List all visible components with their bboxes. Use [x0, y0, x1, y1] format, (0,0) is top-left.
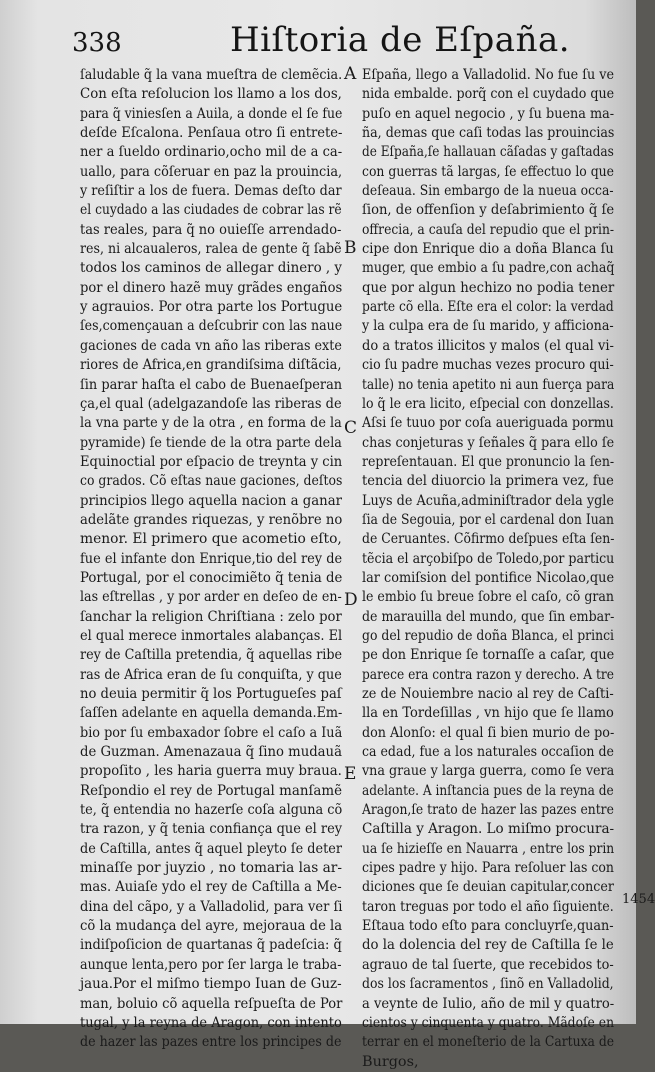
right-column-line: le embio ſu breue ſobre el caſo, cõ gran: [362, 589, 614, 606]
margin-marker-d: D: [344, 590, 358, 610]
left-column-line: ſaſſen adelante en aquella demanda.Em-: [80, 705, 343, 722]
right-column-line: deſeaua. Sin embargo de la nueua occa-: [362, 183, 614, 200]
right-column-line: lo q̃ le era licito, eſpecial con donzellas.: [362, 395, 614, 412]
right-column-line: Aſsi ſe tuuo por coſa aueriguada pormu: [362, 415, 614, 432]
right-column-line: cientos y cinquenta y quatro. Mãdoſe en: [362, 1014, 615, 1031]
left-column-line: tas reales, para q̃ no ouieſſe arrendado-: [80, 221, 342, 238]
left-column-line: riores de Africa,en grandiſsima diſtãcia,: [80, 357, 342, 374]
left-column-line: jaua.Por el miſmo tiempo Iuan de Guz-: [80, 976, 342, 993]
left-column-line: propoſito , les haria guerra muy braua.: [80, 763, 342, 780]
left-column-line: ſes,començauan a deſcubrir con las naue: [80, 318, 343, 335]
right-column-line: cipe don Enrique dio a doña Blanca ſu: [362, 241, 614, 258]
right-column-line: diciones que ſe deuian capitular,concer: [362, 879, 614, 896]
right-column-line: ña, demas que caſi todas las prouincias: [362, 125, 615, 142]
left-column-line: y agrauios. Por otra parte los Portugue: [80, 299, 343, 316]
left-column-line: ſin parar haſta el cabo de Buenaeſperan: [80, 376, 343, 393]
left-column-line: ner a ſueldo ordinario,ocho mil de a ca-: [80, 144, 343, 161]
margin-year-note: 1454: [622, 892, 655, 907]
left-column-line: rey de Caſtilla pretendia, q̃ aquellas ribe: [80, 647, 343, 664]
right-column-line: ze de Nouiembre nacio al rey de Caſti-: [362, 686, 614, 702]
right-column-line: go del repudio de doña Blanca, el princi: [362, 627, 615, 644]
left-column-line: minaſſe por juyzio , no tomaria las ar-: [80, 860, 342, 877]
left-column-line: mas. Auiaſe ydo el rey de Caſtilla a Me-: [80, 879, 342, 896]
left-column-line: cõ la mudança del ayre, mejoraua de la: [80, 918, 343, 935]
right-column-line: ſia de Segouia, por el cardenal don Iuan: [362, 511, 615, 528]
left-column-line: no deuia permitir q̃ los Portugueſes paſ: [80, 686, 342, 702]
right-column-line: parece era contra razon y derecho. A tre: [362, 666, 614, 683]
right-column-line: chas conjeturas y ſeñales q̃ para ello ſe: [362, 434, 615, 451]
left-column-line: para q̃ viniesſen a Auila, a donde el ſe fue: [80, 105, 343, 122]
right-column-line: ſion, de offenſion y deſabrimiento q̃ ſe: [362, 202, 615, 219]
left-column-line: Con eſta reſolucion los llamo a los dos,: [80, 86, 342, 103]
left-column-line: ſaludable q̃ la vana mueſtra de clemẽcia.: [80, 67, 343, 83]
left-column-line: el qual merece inmortales alabanças. El: [80, 627, 343, 644]
left-column-line: ras de Africa eran de ſu conquiſta, y que: [80, 666, 342, 683]
right-column-line: Luys de Acuña,adminiſtrador dela ygle: [362, 492, 614, 509]
left-column-line: ſanchar la religion Chriſtiana : zelo por: [80, 608, 342, 625]
left-column-line: de Caſtilla, antes q̃ aquel pleyto ſe deter: [80, 840, 342, 857]
margin-marker-c: C: [344, 418, 358, 438]
left-column-line: menor. El primero que acometio eſto,: [80, 531, 342, 548]
left-column-line: res, ni alcaualeros, ralea de gente q̃ ſabẽ: [80, 241, 342, 258]
right-column-line: con guerras tã largas, ſe effectuo lo que: [362, 163, 615, 180]
left-column-line: las eſtrellas , y por arder en deſeo de en-: [80, 589, 342, 606]
right-column-line: ua ſe hizieſſe en Nauarra , entre los prin: [362, 840, 615, 857]
left-column-line: pyramide) ſe tiende de la otra parte dela: [80, 434, 342, 451]
right-column-line: lla en Tordeſillas , vn hijo que ſe llamo: [362, 705, 614, 722]
left-column-line: de Guzman. Amenazaua q̃ ſino mudauã: [80, 744, 342, 761]
left-column-line: te, q̃ entendia no hazerſe coſa alguna cõ: [80, 802, 343, 819]
right-column-line: Eſtaua todo eſto para concluyrſe,quan-: [362, 918, 614, 935]
right-column-line: y la culpa era de ſu marido, y afficiona-: [362, 318, 614, 335]
right-column-line: dos los ſacramentos , ſinõ en Valladolid,: [362, 976, 614, 993]
left-column-line: bio por ſu embaxador ſobre el caſo a Iuã: [80, 724, 343, 741]
left-column-line: de hazer las pazes entre los principes de: [80, 1034, 342, 1051]
right-column-line: adelante. A inſtancia pues de la reyna de: [362, 782, 614, 799]
right-column-line: Aragon,ſe trato de hazer las pazes entre: [362, 802, 614, 819]
right-column-line: Eſpaña, llego a Valladolid. No fue ſu ve: [362, 67, 615, 83]
right-column-line: de marauilla del mundo, que ſin embar-: [362, 608, 615, 625]
right-column-line: Caſtilla y Aragon. Lo miſmo procura-: [362, 821, 615, 838]
left-column-line: gaciones de cada vn año las riberas exte: [80, 337, 342, 354]
right-column-line: terrar en el moneſterio de la Cartuxa de: [362, 1034, 615, 1051]
left-column-line: la vna parte y de la otra , en forma de la: [80, 415, 342, 432]
left-column-line: man, boluio cõ aquella reſpueſta de Por: [80, 995, 343, 1012]
right-column-line: tẽcia el arçobiſpo de Toledo,por particu: [362, 550, 615, 567]
left-column-line: aunque lenta,pero por ſer larga le traba-: [80, 956, 342, 973]
right-column-line: do a tratos illicitos y malos (el qual vi-: [362, 337, 614, 354]
left-column-line: todos los caminos de allegar dinero , y: [80, 260, 343, 277]
right-column-line: parte cõ ella. Eſte era el color: la verdad: [362, 299, 614, 316]
right-column-line: tencia del diuorcio la primera vez, fue: [362, 473, 614, 490]
right-column-line: nida embalde. porq̃ con el cuydado que: [362, 86, 615, 103]
right-text-column: [362, 66, 614, 1072]
margin-marker-e: E: [344, 764, 357, 784]
right-column-line: lar comiſsion del pontifice Nicolao,que: [362, 569, 615, 586]
left-column-line: co grados. Cõ eſtas naue gaciones, deſtos: [80, 473, 343, 490]
right-column-line: de Eſpaña,ſe hallauan cãſadas y gaſtadas: [362, 144, 614, 161]
margin-marker-a: A: [344, 64, 357, 84]
right-column-line: cipes padre y hijo. Para reſoluer las con: [362, 860, 614, 877]
left-column-line: Reſpondio el rey de Portugal manſamẽ: [80, 782, 343, 799]
left-column-line: dina del cãpo, y a Valladolid, para ver ſi: [80, 898, 343, 915]
left-column-line: indiſpoſicion de quartanas q̃ padeſcia: q̃: [80, 937, 342, 954]
left-column-line: tra razon, y q̃ tenia confiança que el rey: [80, 821, 343, 838]
left-column-line: adelãte grandes riquezas, y renõbre no: [80, 511, 343, 528]
left-column-line: Equinoctial por eſpacio de treynta y cin: [80, 453, 343, 470]
right-column-line: pe don Enrique ſe tornaſſe a caſar, que: [362, 647, 615, 664]
right-column-line: talle) no tenia apetito ni aun fuerça para: [362, 376, 615, 393]
left-column-line: ça,el qual (adelgazandoſe las riberas de: [80, 395, 342, 412]
right-column-line: a veynte de Iulio, año de mil y quatro-: [362, 995, 615, 1012]
right-column-line: don Alonſo: el qual ſi bien murio de po-: [362, 724, 615, 741]
right-column-line: offrecia, a cauſa del repudio que el prin-: [362, 221, 615, 238]
left-text-column: [80, 66, 342, 1053]
right-column-line: de Ceruantes. Cõfirmo deſpues eſta ſen-: [362, 531, 615, 548]
left-column-line: y reſiſtir a los de fuera. Demas deſto dar: [80, 183, 342, 200]
right-column-line: muger, que embio a ſu padre,con achaq̃: [362, 260, 615, 277]
right-column-line: ca edad, fue a los naturales occaſion de: [362, 744, 614, 761]
page-number: 338: [72, 28, 122, 58]
right-column-line: que por algun hechizo no podia tener: [362, 279, 615, 296]
running-title: Hiſtoria de Eſpaña.: [230, 20, 571, 60]
left-column-line: por el dinero hazẽ muy grãdes engaños: [80, 279, 343, 296]
right-column-line: cio ſu padre muchas vezes procuro qui-: [362, 357, 614, 374]
left-column-line: fue el infante don Enrique,tio del rey de: [80, 550, 343, 567]
right-column-line: vna graue y larga guerra, como ſe vera: [362, 763, 615, 780]
right-column-line: agrauo de tal ſuerte, que recebidos to-: [362, 956, 614, 973]
left-column-line: principios llego aquella nacion a ganar: [80, 492, 343, 509]
left-column-line: el cuydado a las ciudades de cobrar las rẽ: [80, 202, 342, 219]
right-column-line: repreſentauan. El que pronuncio la ſen-: [362, 453, 615, 470]
left-column-line: tugal, y la reyna de Aragon, con intento: [80, 1014, 342, 1031]
margin-marker-b: B: [344, 238, 357, 258]
left-column-line: uallo, para cõſeruar en paz la prouincia,: [80, 163, 343, 180]
left-column-line: deſde Eſcalona. Penſaua otro ſi entrete-: [80, 125, 343, 142]
right-column-line: puſo en aquel negocio , y ſu buena ma-: [362, 105, 615, 122]
right-column-line: do la dolencia del rey de Caſtilla ſe le: [362, 937, 614, 954]
left-column-line: Portugal, por el conocimiẽto q̃ tenia de: [80, 569, 343, 586]
right-column-line: taron treguas por todo el año ſiguiente.: [362, 898, 614, 915]
right-column-line: Burgos,: [362, 1053, 419, 1070]
